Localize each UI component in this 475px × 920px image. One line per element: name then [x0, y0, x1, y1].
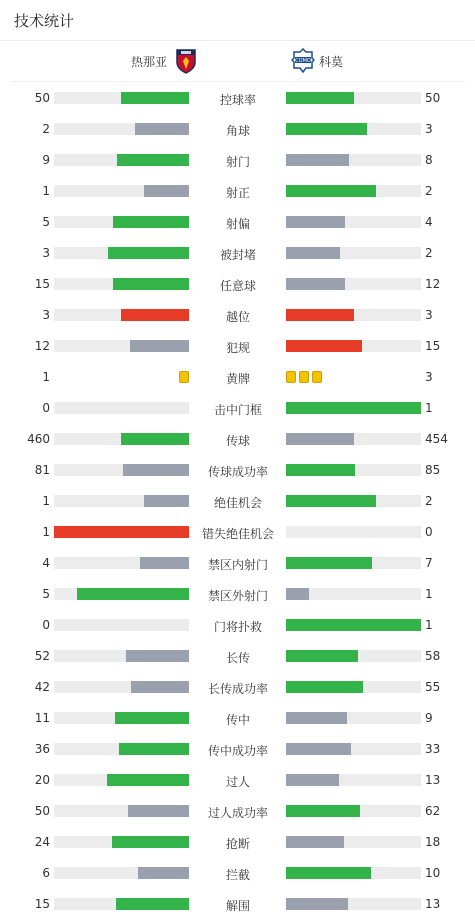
stat-label: 控球率 [219, 93, 256, 107]
away-stat-bar [286, 805, 421, 817]
away-stat-value: 13 [425, 897, 441, 911]
away-stat-bar [286, 712, 421, 724]
stat-row [0, 517, 475, 548]
home-team[interactable] [131, 41, 197, 81]
home-stat-value: 9 [42, 153, 50, 167]
stats-header [0, 0, 475, 41]
home-stat-value: 81 [34, 463, 50, 477]
home-stat-value: 24 [34, 835, 50, 849]
away-stat-bar [286, 340, 421, 352]
away-stat-bar-fill [286, 278, 345, 290]
genoa-crest-icon [175, 48, 197, 74]
away-stat-bar-fill [286, 836, 344, 848]
home-stat-bar [54, 433, 189, 445]
stats-list [0, 83, 475, 920]
stat-row [0, 207, 475, 238]
stat-row [0, 734, 475, 765]
away-stat-bar-fill [286, 650, 358, 662]
away-stat-value: 15 [425, 339, 441, 353]
stat-label: 犯规 [225, 341, 250, 355]
home-stat-bar-fill [107, 774, 189, 786]
home-stat-bar [54, 464, 189, 476]
stat-row [0, 486, 475, 517]
stat-row [0, 827, 475, 858]
home-stat-bar-fill [123, 464, 189, 476]
como-crest-icon [291, 48, 313, 74]
away-stat-value: 58 [425, 649, 441, 663]
home-yellow-cards [179, 371, 189, 384]
home-stat-value: 12 [34, 339, 50, 353]
away-yellow-cards [286, 371, 322, 384]
stat-label: 角球 [225, 124, 250, 138]
away-stat-value: 3 [425, 308, 433, 322]
away-stat-bar [286, 247, 421, 259]
away-stat-value: 33 [425, 742, 441, 756]
away-stat-value: 7 [425, 556, 433, 570]
away-stat-bar-fill [286, 495, 376, 507]
stat-label: 传中 [225, 713, 250, 727]
stat-row [0, 300, 475, 331]
away-stat-bar [286, 898, 421, 910]
home-stat-bar-fill [113, 216, 189, 228]
home-stat-value: 15 [34, 277, 50, 291]
stat-row [0, 269, 475, 300]
home-stat-bar-fill [112, 836, 189, 848]
stat-label: 解围 [225, 899, 250, 913]
home-stat-bar [54, 619, 189, 631]
home-stat-value: 0 [42, 618, 50, 632]
stat-label: 长传成功率 [207, 682, 268, 696]
home-stat-bar [54, 805, 189, 817]
away-stat-value: 454 [425, 432, 448, 446]
away-stat-value: 9 [425, 711, 433, 725]
away-stat-value: 85 [425, 463, 441, 477]
away-stat-value: 12 [425, 277, 441, 291]
home-stat-value: 15 [34, 897, 50, 911]
away-stat-bar-fill [286, 92, 354, 104]
away-stat-bar [286, 185, 421, 197]
home-stat-value: 20 [34, 773, 50, 787]
away-stat-bar [286, 681, 421, 693]
home-stat-value: 6 [42, 866, 50, 880]
home-stat-value: 36 [34, 742, 50, 756]
home-stat-bar-fill [128, 805, 189, 817]
away-stat-bar-fill [286, 464, 355, 476]
home-stat-bar-fill [108, 247, 189, 259]
home-stat-value: 42 [34, 680, 50, 694]
away-stat-bar-fill [286, 433, 354, 445]
away-stat-bar [286, 743, 421, 755]
home-stat-bar-fill [138, 867, 189, 879]
away-stat-bar [286, 526, 421, 538]
stat-row [0, 765, 475, 796]
home-stat-bar [54, 898, 189, 910]
home-stat-bar [54, 588, 189, 600]
home-stat-bar-fill [144, 185, 189, 197]
stat-label: 抢断 [225, 837, 250, 851]
home-stat-value: 50 [34, 91, 50, 105]
home-stat-value: 3 [42, 246, 50, 260]
home-stat-bar [54, 402, 189, 414]
home-stat-bar [54, 526, 189, 538]
away-stat-bar-fill [286, 774, 339, 786]
stat-row [0, 641, 475, 672]
home-stat-value: 5 [42, 587, 50, 601]
away-stat-bar [286, 557, 421, 569]
stat-label: 错失绝佳机会 [201, 527, 274, 541]
home-stat-bar [54, 309, 189, 321]
stat-label: 长传 [225, 651, 250, 665]
stat-row [0, 579, 475, 610]
away-stat-value: 50 [425, 91, 441, 105]
away-stat-bar-fill [286, 154, 349, 166]
stat-row [0, 703, 475, 734]
stat-row [0, 889, 475, 920]
stat-row [0, 672, 475, 703]
away-stat-bar-fill [286, 123, 367, 135]
away-stat-bar-fill [286, 402, 421, 414]
stat-label: 绝佳机会 [213, 496, 262, 510]
yellow-card-icon [179, 371, 189, 383]
home-stat-bar-fill [117, 154, 189, 166]
away-stat-bar [286, 123, 421, 135]
home-stat-value: 1 [42, 370, 50, 384]
home-stat-value: 1 [42, 525, 50, 539]
away-stat-bar [286, 867, 421, 879]
yellow-card-icon [286, 371, 296, 383]
away-stat-value: 62 [425, 804, 441, 818]
home-stat-bar-fill [126, 650, 189, 662]
stat-label: 传球成功率 [207, 465, 268, 479]
away-stat-bar-fill [286, 557, 372, 569]
stat-row [0, 455, 475, 486]
home-stat-bar [54, 867, 189, 879]
stat-row [0, 796, 475, 827]
away-stat-value: 1 [425, 618, 433, 632]
stat-label: 射门 [225, 155, 250, 169]
away-stat-bar [286, 216, 421, 228]
stat-row [0, 393, 475, 424]
home-stat-bar-fill [77, 588, 189, 600]
home-stat-value: 52 [34, 649, 50, 663]
home-stat-bar [54, 154, 189, 166]
stat-label: 黄牌 [225, 372, 250, 386]
away-stat-value: 13 [425, 773, 441, 787]
away-stat-bar-fill [286, 898, 348, 910]
stat-row [0, 145, 475, 176]
home-stat-bar-fill [131, 681, 189, 693]
away-stat-value: 1 [425, 401, 433, 415]
home-stat-bar-fill [115, 712, 189, 724]
stat-label: 禁区内射门 [207, 558, 268, 572]
stat-row [0, 331, 475, 362]
away-stat-bar-fill [286, 867, 371, 879]
away-stat-bar-fill [286, 681, 363, 693]
away-stat-value: 3 [425, 370, 433, 384]
home-stat-bar [54, 278, 189, 290]
home-stat-bar-fill [121, 309, 189, 321]
home-stat-bar-fill [135, 123, 189, 135]
home-stat-value: 460 [27, 432, 50, 446]
stat-label: 传中成功率 [207, 744, 268, 758]
away-stat-value: 3 [425, 122, 433, 136]
home-stat-bar [54, 557, 189, 569]
away-stat-bar [286, 495, 421, 507]
stat-label: 射正 [225, 186, 250, 200]
away-stat-value: 8 [425, 153, 433, 167]
away-team-name: 科莫 [319, 54, 344, 69]
teams-bar [10, 41, 465, 82]
home-stat-value: 1 [42, 494, 50, 508]
stat-label: 过人成功率 [207, 806, 268, 820]
away-stat-value: 2 [425, 184, 433, 198]
away-stat-bar [286, 309, 421, 321]
home-stat-bar-fill [121, 433, 189, 445]
away-stat-bar [286, 464, 421, 476]
home-stat-bar [54, 340, 189, 352]
como-logo-text: COMO [295, 58, 311, 64]
away-stat-bar-fill [286, 743, 351, 755]
home-stat-bar [54, 185, 189, 197]
stat-label: 门将扑救 [213, 620, 262, 634]
home-stat-bar [54, 681, 189, 693]
stat-row [0, 114, 475, 145]
home-stat-bar-fill [113, 278, 189, 290]
away-stat-bar [286, 402, 421, 414]
stat-label: 越位 [225, 310, 250, 324]
home-stat-value: 50 [34, 804, 50, 818]
stat-label: 击中门框 [213, 403, 262, 417]
stat-label: 禁区外射门 [207, 589, 268, 603]
away-stat-value: 4 [425, 215, 433, 229]
away-stat-bar [286, 650, 421, 662]
away-stat-bar [286, 619, 421, 631]
away-stat-value: 2 [425, 246, 433, 260]
away-stat-value: 1 [425, 587, 433, 601]
home-stat-bar [54, 774, 189, 786]
stat-row [0, 424, 475, 455]
away-stat-bar-fill [286, 712, 347, 724]
stat-label: 射偏 [225, 217, 250, 231]
stat-label: 传球 [225, 434, 250, 448]
home-stat-bar [54, 216, 189, 228]
home-stat-value: 4 [42, 556, 50, 570]
stat-row [0, 610, 475, 641]
away-stat-bar [286, 433, 421, 445]
stat-row [0, 548, 475, 579]
stat-row [0, 83, 475, 114]
home-stat-value: 2 [42, 122, 50, 136]
away-stat-bar-fill [286, 805, 360, 817]
stat-label: 过人 [225, 775, 250, 789]
page-title: 技术统计 [14, 12, 75, 30]
home-stat-bar [54, 92, 189, 104]
away-stat-bar-fill [286, 247, 340, 259]
yellow-card-icon [312, 371, 322, 383]
away-stat-bar-fill [286, 185, 376, 197]
home-stat-bar-fill [130, 340, 189, 352]
home-stat-bar [54, 743, 189, 755]
away-stat-bar [286, 154, 421, 166]
away-stat-value: 2 [425, 494, 433, 508]
stat-row [0, 362, 475, 393]
home-stat-bar-fill [54, 526, 189, 538]
stat-label: 拦截 [225, 868, 250, 882]
away-stat-bar-fill [286, 309, 354, 321]
home-stat-bar [54, 836, 189, 848]
away-stat-bar-fill [286, 216, 345, 228]
home-stat-bar-fill [116, 898, 189, 910]
home-stat-value: 11 [34, 711, 50, 725]
yellow-card-icon [299, 371, 309, 383]
away-stat-value: 18 [425, 835, 441, 849]
away-stat-bar [286, 92, 421, 104]
away-stat-value: 0 [425, 525, 433, 539]
home-stat-value: 1 [42, 184, 50, 198]
home-stat-bar [54, 495, 189, 507]
away-stat-bar [286, 836, 421, 848]
away-team[interactable] [291, 41, 343, 81]
away-stat-bar [286, 774, 421, 786]
stat-row [0, 176, 475, 207]
stat-label: 被封堵 [219, 248, 256, 262]
away-stat-bar [286, 588, 421, 600]
stat-row [0, 238, 475, 269]
home-team-name: 热那亚 [130, 54, 167, 69]
home-stat-bar-fill [140, 557, 189, 569]
home-stat-bar-fill [144, 495, 189, 507]
home-stat-bar [54, 123, 189, 135]
home-stat-value: 0 [42, 401, 50, 415]
stat-label: 任意球 [219, 279, 256, 293]
away-stat-bar [286, 278, 421, 290]
home-stat-bar-fill [119, 743, 189, 755]
away-stat-value: 55 [425, 680, 441, 694]
home-stat-bar-fill [121, 92, 189, 104]
away-stat-bar-fill [286, 619, 421, 631]
stat-row [0, 858, 475, 889]
home-stat-bar [54, 712, 189, 724]
home-stat-value: 5 [42, 215, 50, 229]
home-stat-bar [54, 247, 189, 259]
away-stat-value: 10 [425, 866, 441, 880]
away-stat-bar-fill [286, 340, 362, 352]
home-stat-value: 3 [42, 308, 50, 322]
home-stat-bar [54, 650, 189, 662]
away-stat-bar-fill [286, 588, 309, 600]
